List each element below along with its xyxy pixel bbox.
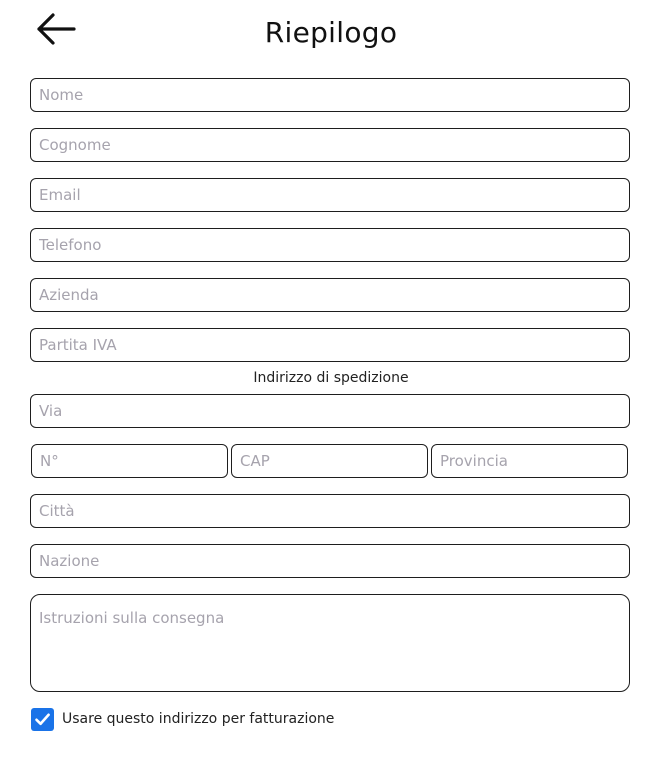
- checkmark-icon: [33, 710, 52, 729]
- istruzioni-field[interactable]: [30, 594, 630, 692]
- billing-checkbox[interactable]: [31, 708, 54, 731]
- provincia-input[interactable]: [432, 445, 627, 477]
- nazione-input[interactable]: [31, 545, 629, 577]
- telefono-input[interactable]: [31, 229, 629, 261]
- cognome-input[interactable]: [31, 129, 629, 161]
- cap-input[interactable]: [232, 445, 427, 477]
- numero-field[interactable]: [31, 444, 228, 478]
- numero-input[interactable]: [32, 445, 227, 477]
- cap-field[interactable]: [231, 444, 428, 478]
- partita-iva-input[interactable]: [31, 329, 629, 361]
- shipping-section-label: Indirizzo di spedizione: [253, 370, 409, 386]
- citta-field[interactable]: [30, 494, 630, 528]
- cognome-field[interactable]: [30, 128, 630, 162]
- istruzioni-textarea[interactable]: [31, 595, 629, 691]
- page-title: Riepilogo: [264, 16, 398, 49]
- email-input[interactable]: [31, 179, 629, 211]
- provincia-field[interactable]: [431, 444, 628, 478]
- nome-input[interactable]: [31, 79, 629, 111]
- citta-input[interactable]: [31, 495, 629, 527]
- email-field[interactable]: [30, 178, 630, 212]
- azienda-input[interactable]: [31, 279, 629, 311]
- partita-iva-field[interactable]: [30, 328, 630, 362]
- via-field[interactable]: [30, 394, 630, 428]
- via-input[interactable]: [31, 395, 629, 427]
- nazione-field[interactable]: [30, 544, 630, 578]
- nome-field[interactable]: [30, 78, 630, 112]
- billing-checkbox-label[interactable]: Usare questo indirizzo per fatturazione: [62, 711, 335, 727]
- telefono-field[interactable]: [30, 228, 630, 262]
- azienda-field[interactable]: [30, 278, 630, 312]
